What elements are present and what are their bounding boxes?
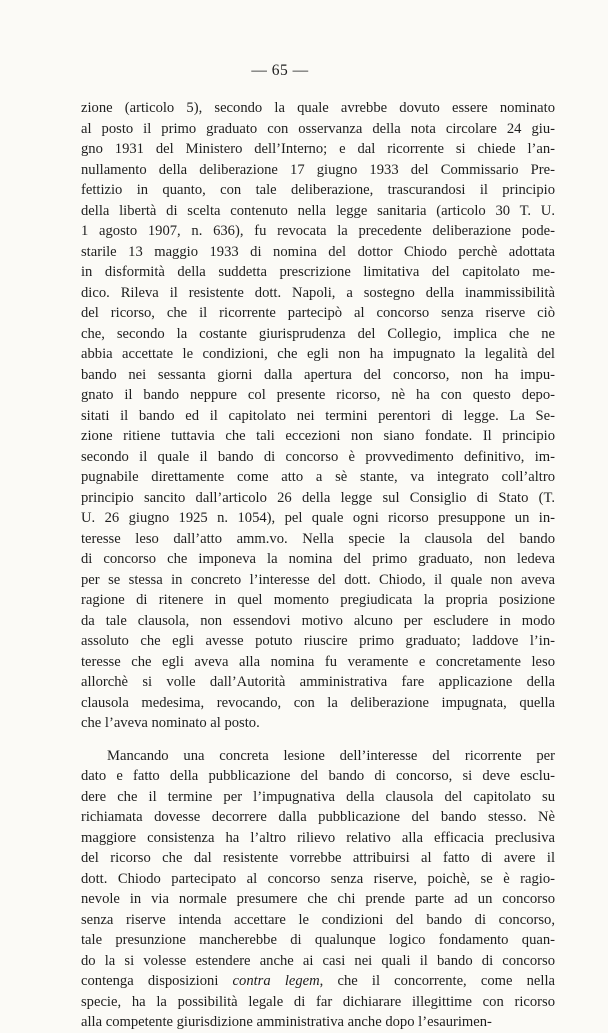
text-line: dico. Rileva il resistente dott. Napoli, a sostegno della inammissibilità	[81, 284, 555, 301]
text-line: dott. Chiodo partecipato al concorso senza riserve, poichè, se è ragio-	[81, 870, 555, 887]
text-line: contenga disposizioni contra legem, che il concorrente, come nella	[81, 973, 555, 989]
text-line: senza riserve intenda accettare le condizioni del bando di concorso,	[81, 911, 555, 928]
text-line: zione (articolo 5), secondo la quale avrebbe dovuto essere nominato	[81, 100, 555, 116]
paragraph-2	[81, 746, 555, 1033]
text-line: assoluto che egli avesse potuto riuscire primo graduato; laddove l’in-	[81, 633, 555, 649]
text-line: teresse leso dall’atto amm.vo. Nella specie la clausola del bando	[81, 530, 555, 547]
text-line: richiamata dovesse decorrere dalla pubblicazione del bando stesso. Nè	[81, 809, 555, 825]
text-line: della libertà di scelta contenuto nella legge sanitaria (articolo 30 T. U.	[81, 202, 555, 219]
text-line: da tale clausola, non essendovi motivo alcuno per escludere in modo	[81, 612, 555, 629]
text-line: del ricorso che dal resistente vorrebbe attribuirsi al fatto di avere il	[81, 850, 555, 866]
text-line: specie, ha la possibilità legale di far dichiarare illegittime con ricorso	[81, 993, 555, 1010]
text-line: al posto il primo graduato con osservanza della nota circolare 24 giu-	[81, 120, 555, 137]
text-line: U. 26 giugno 1925 n. 1054), pel quale ogni ricorso presuppone un in-	[81, 510, 555, 526]
text-line: allorchè si volle dall’Autorità amministrativa fare applicazione della	[81, 674, 555, 690]
text-line: dato e fatto della pubblicazione del bando di concorso, si deve esclu-	[81, 768, 555, 784]
text-line: do la si volesse estendere anche ai casi nei quali il bando di concorso	[81, 952, 555, 969]
text-line: che, secondo la costante giurisprudenza del Collegio, implica che ne	[81, 325, 555, 342]
text-line: Mancando una concreta lesione dell’interesse del ricorrente per	[107, 747, 555, 764]
text-line: alla competente giurisdizione amministrativa anche dopo l’esaurimen-	[81, 1014, 492, 1030]
page-number: — 65 —	[251, 62, 309, 79]
text-line: tale presunzione mancherebbe di qualunque logico fondamento quan-	[81, 932, 555, 948]
body-text	[81, 98, 555, 1033]
text-line: teresse che egli aveva alla nomina fu veramente e concretamente leso	[81, 653, 555, 670]
paragraph-gap	[81, 734, 555, 746]
text-line: in disformità della suddetta prescrizione limitativa del capitolato me-	[81, 264, 555, 280]
paragraph-1	[81, 98, 555, 734]
text-line: starile 13 maggio 1933 di nomina del dottor Chiodo perchè adottata	[81, 243, 555, 260]
text-line: nevole in via normale presumere che chi prende parte ad un concorso	[81, 891, 555, 907]
text-line: 1 agosto 1907, n. 636), fu revocata la precedente deliberazione pode-	[81, 223, 555, 239]
text-line: fettizio in quanto, con tale deliberazione, trascurandosi il principio	[81, 182, 555, 198]
text-line: abbia accettate le condizioni, che egli non ha impugnato la legalità del	[81, 346, 555, 362]
text-line: dere che il termine per l’impugnativa della clausola del capitolato su	[81, 788, 555, 805]
text-line: gnato il bando neppure col presente ricorso, nè ha con questo depo-	[81, 387, 555, 403]
text-line: secondo il quale il bando di concorso è provvedimento definitivo, im-	[81, 448, 555, 465]
text-line: nullamento della deliberazione 17 giugno 1933 del Commissario Pre-	[81, 161, 555, 178]
text-line: del ricorso, che il ricorrente partecipò al concorso senza riserve ciò	[81, 305, 555, 321]
text-line: ragione di ritenere in quel momento pregiudicata la propria posizione	[81, 592, 555, 608]
text-line: principio sancito dall’articolo 26 della legge sul Consiglio di Stato (T.	[81, 489, 555, 506]
text-line: che l’aveva nominato al posto.	[81, 715, 260, 731]
text-line: sitati il bando ed il capitolato nei termini perentori di legge. La Se-	[81, 407, 555, 424]
text-line: per se stessa in concreto l’interesse del dott. Chiodo, il quale non aveva	[81, 571, 555, 588]
text-line: pugnabile direttamente come atto a sè stante, va integrato coll’altro	[81, 469, 555, 485]
text-line: clausola medesima, revocando, con la deliberazione impugnata, quella	[81, 694, 555, 711]
text-line: di concorso che imponeva la nomina del primo graduato, non ledeva	[81, 551, 555, 567]
text-line: zione ritiene tuttavia che tali eccezioni non siano fondate. Il principio	[81, 428, 555, 444]
text-line: maggiore consistenza ha l’altro rilievo relativo alla efficacia preclusiva	[81, 829, 555, 846]
text-line: bando nei sessanta giorni dalla apertura del concorso, non ha impu-	[81, 366, 555, 383]
text-line: gno 1931 del Ministero dell’Interno; e dal ricorrente si chiede l’an-	[81, 141, 555, 157]
